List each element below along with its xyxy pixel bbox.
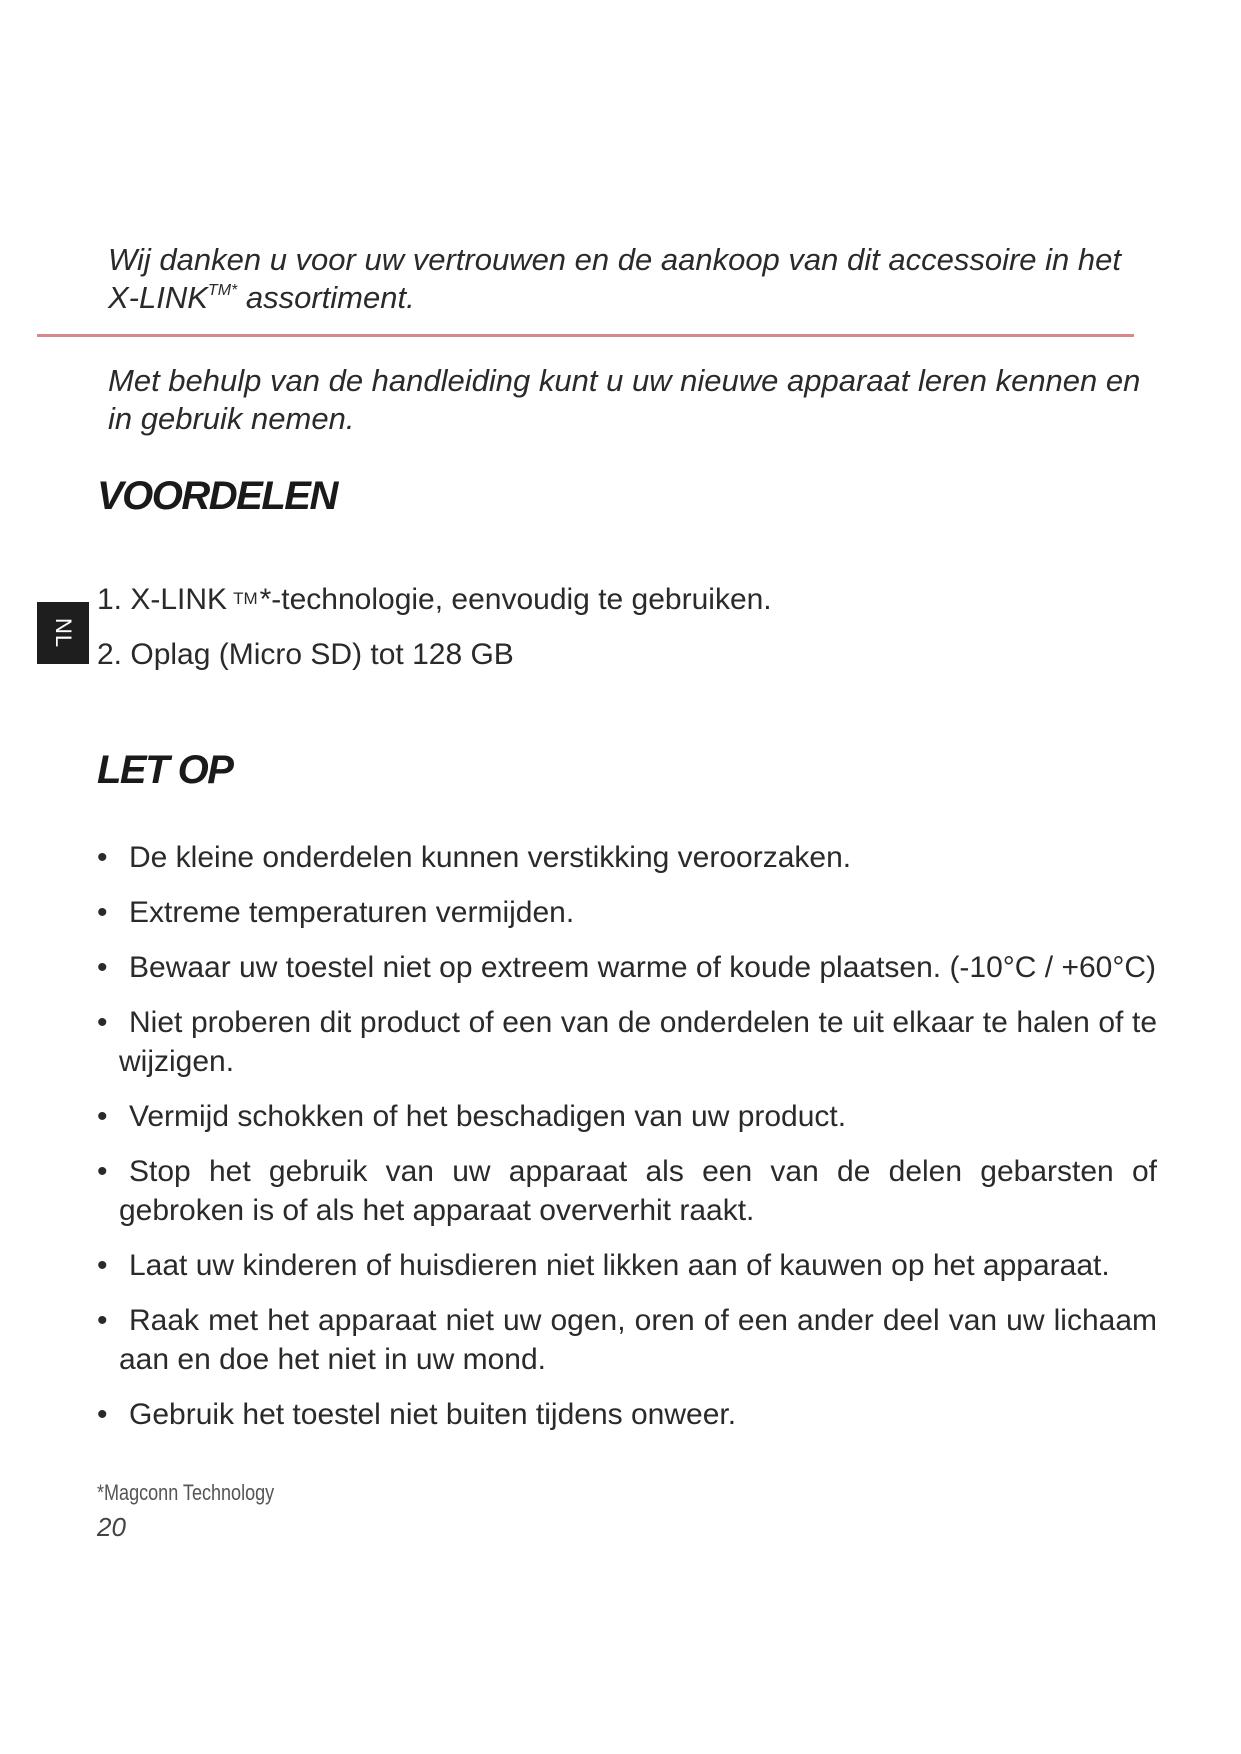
intro-thanks-text: [108, 241, 1158, 317]
bullet-icon: •: [97, 1006, 108, 1039]
intro-thanks-end: assortiment.: [237, 280, 415, 315]
bullet-icon: •: [97, 1100, 108, 1133]
bullet-icon: •: [97, 951, 108, 984]
warning-item: [97, 838, 1157, 877]
warning-text: De kleine onderdelen kunnen verstikking veroorzaken.: [129, 841, 852, 874]
bullet-icon: •: [97, 1249, 108, 1282]
language-tab-label: NL: [51, 617, 76, 649]
trademark-mark: TM*: [207, 282, 238, 299]
bullet-icon: •: [97, 1398, 108, 1431]
warning-item: [97, 1152, 1157, 1230]
bullet-icon: •: [97, 896, 108, 929]
warning-item: [97, 1003, 1157, 1081]
warning-text: Vermijd schokken of het beschadigen van uw product.: [129, 1100, 847, 1133]
warning-item: [97, 1301, 1157, 1379]
section-divider: [37, 334, 1134, 337]
intro-thanks-main: Wij danken u voor uw vertrouwen en de aankoop van dit accessoire in het X-LINK: [108, 242, 1121, 315]
benefit-item-2: 2. Oplag (Micro SD) tot 128 GB: [97, 638, 514, 671]
intro-manual-text: Met behulp van de handleiding kunt u uw nieuwe apparaat leren kennen en in gebruik nemen.: [108, 363, 1141, 436]
warning-text: Niet proberen dit product of een van de onderdelen te uit elkaar te halen of te wijzigen.: [119, 1006, 1157, 1078]
footnote: *Magconn Technology: [97, 1480, 275, 1505]
heading-voordelen: VOORDELEN: [97, 474, 337, 518]
bullet-icon: •: [97, 1155, 108, 1188]
warning-text: Laat uw kinderen of huisdieren niet likken aan of kauwen op het apparaat.: [129, 1249, 1110, 1282]
warning-item: [97, 1395, 1157, 1434]
benefit-item-1: [97, 571, 772, 627]
benefit-item-1-end: *-technologie, eenvoudig te gebruiken.: [259, 583, 772, 616]
warning-text: Bewaar uw toestel niet op extreem warme of koude plaatsen. (-10°C / +60°C): [129, 951, 1157, 984]
warning-text: Gebruik het toestel niet buiten tijdens onweer.: [129, 1398, 737, 1431]
warning-text: Extreme temperaturen vermijden.: [129, 896, 575, 929]
benefit-item-1-start: 1. X-LINK: [97, 583, 228, 616]
warning-text: Raak met het apparaat niet uw ogen, oren of een ander deel van uw lichaam aan en doe het niet in uw mond.: [119, 1304, 1157, 1376]
benefits-list: [97, 571, 772, 682]
warning-item: [97, 893, 1157, 932]
trademark-mark-inline: TM: [233, 589, 258, 608]
warnings-list: [97, 838, 1157, 1450]
bullet-icon: •: [97, 1304, 108, 1337]
heading-let-op: LET OP: [97, 748, 233, 792]
warning-item: [97, 948, 1157, 987]
bullet-icon: •: [97, 841, 108, 874]
language-tab: [37, 602, 89, 664]
warning-item: [97, 1097, 1157, 1136]
page-number: 20: [97, 1512, 126, 1542]
warning-text: Stop het gebruik van uw apparaat als een van de delen gebarsten of gebroken is of als het apparaat oververhit raakt.: [119, 1155, 1157, 1227]
warning-item: [97, 1246, 1157, 1285]
